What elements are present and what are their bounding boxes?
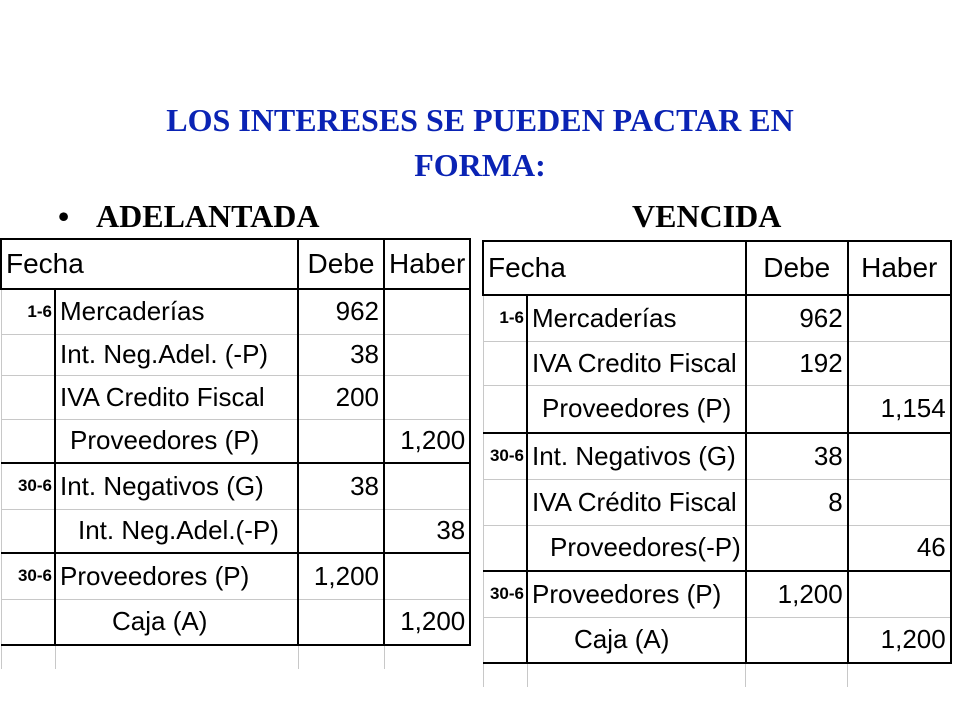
- row-fecha: [1, 509, 55, 553]
- row-haber: [848, 341, 951, 385]
- table-row: [1, 553, 470, 599]
- slide-title-line2: FORMA:: [414, 147, 546, 183]
- table-row: [483, 385, 951, 433]
- row-haber: [384, 553, 470, 599]
- row-haber: 1,154: [848, 385, 951, 433]
- row-debe: [298, 509, 384, 553]
- row-fecha: [483, 617, 527, 663]
- table-empty-row: [1, 645, 470, 669]
- row-haber: [384, 334, 470, 375]
- row-debe: [746, 617, 848, 663]
- row-cuenta: IVA Crédito Fiscal: [527, 479, 746, 525]
- row-haber: [848, 295, 951, 341]
- table-row: [483, 525, 951, 571]
- table-row: [1, 463, 470, 509]
- row-debe: 8: [746, 479, 848, 525]
- row-fecha: [1, 599, 55, 645]
- table-row: [483, 433, 951, 479]
- row-debe: [298, 599, 384, 645]
- row-fecha: 30-6: [483, 571, 527, 617]
- table-row: [483, 571, 951, 617]
- row-cuenta: Proveedores(-P): [527, 525, 746, 571]
- row-haber: 38: [384, 509, 470, 553]
- table-empty-row: [483, 663, 951, 687]
- row-cuenta: Proveedores (P): [527, 385, 746, 433]
- row-fecha: [483, 525, 527, 571]
- row-cuenta: Mercaderías: [527, 295, 746, 341]
- row-cuenta: Int. Neg.Adel. (-P): [55, 334, 298, 375]
- row-debe: 38: [298, 334, 384, 375]
- row-cuenta: Int. Negativos (G): [527, 433, 746, 479]
- row-fecha: 1-6: [1, 289, 55, 334]
- row-debe: [298, 419, 384, 463]
- row-debe: 38: [298, 463, 384, 509]
- row-cuenta: Proveedores (P): [55, 553, 298, 599]
- row-debe: 1,200: [298, 553, 384, 599]
- table-vencida: [482, 240, 952, 687]
- row-fecha: [483, 385, 527, 433]
- row-cuenta: IVA Credito Fiscal: [527, 341, 746, 385]
- row-debe: 962: [298, 289, 384, 334]
- bullet-label-adelantada: ADELANTADA: [96, 198, 320, 234]
- row-debe: 192: [746, 341, 848, 385]
- row-debe: [746, 385, 848, 433]
- table-header-row: [483, 241, 951, 295]
- row-fecha: [1, 419, 55, 463]
- table-row: [483, 341, 951, 385]
- row-fecha: 1-6: [483, 295, 527, 341]
- slide-title-line1: LOS INTERESES SE PUEDEN PACTAR EN: [166, 102, 794, 138]
- row-haber: [848, 433, 951, 479]
- row-fecha: [483, 479, 527, 525]
- table-header-row: [1, 239, 470, 289]
- row-haber: 1,200: [384, 599, 470, 645]
- row-cuenta: Mercaderías: [55, 289, 298, 334]
- row-cuenta: Caja (A): [55, 599, 298, 645]
- bullet-adelantada: [58, 198, 319, 235]
- table-row: [1, 375, 470, 419]
- table-row: [483, 617, 951, 663]
- table-row: [483, 295, 951, 341]
- row-haber: [384, 375, 470, 419]
- row-debe: 200: [298, 375, 384, 419]
- row-cuenta: Caja (A): [527, 617, 746, 663]
- row-fecha: [483, 341, 527, 385]
- row-fecha: 30-6: [1, 463, 55, 509]
- row-debe: 38: [746, 433, 848, 479]
- header-debe: Debe: [746, 241, 848, 295]
- row-cuenta: IVA Credito Fiscal: [55, 375, 298, 419]
- row-fecha: [1, 334, 55, 375]
- row-debe: 1,200: [746, 571, 848, 617]
- row-cuenta: Int. Neg.Adel.(-P): [55, 509, 298, 553]
- header-debe: Debe: [298, 239, 384, 289]
- row-cuenta: Int. Negativos (G): [55, 463, 298, 509]
- header-haber: Haber: [384, 239, 470, 289]
- row-cuenta: Proveedores (P): [55, 419, 298, 463]
- bullet-dot-icon: •: [58, 198, 70, 234]
- table-row: [1, 334, 470, 375]
- row-fecha: 30-6: [1, 553, 55, 599]
- row-haber: 1,200: [848, 617, 951, 663]
- row-haber: 1,200: [384, 419, 470, 463]
- table-adelantada: [0, 238, 471, 669]
- row-cuenta: Proveedores (P): [527, 571, 746, 617]
- table-row: [1, 599, 470, 645]
- table-row: [1, 289, 470, 334]
- label-vencida: VENCIDA: [632, 198, 782, 234]
- row-fecha: 30-6: [483, 433, 527, 479]
- header-fecha: Fecha: [483, 241, 746, 295]
- row-haber: [848, 571, 951, 617]
- row-debe: 962: [746, 295, 848, 341]
- row-haber: [848, 479, 951, 525]
- row-haber: [384, 289, 470, 334]
- slide-title: [100, 98, 860, 188]
- row-haber: 46: [848, 525, 951, 571]
- row-debe: [746, 525, 848, 571]
- row-haber: [384, 463, 470, 509]
- header-fecha: Fecha: [1, 239, 298, 289]
- table-row: [1, 419, 470, 463]
- header-haber: Haber: [848, 241, 951, 295]
- row-fecha: [1, 375, 55, 419]
- table-row: [483, 479, 951, 525]
- table-row: [1, 509, 470, 553]
